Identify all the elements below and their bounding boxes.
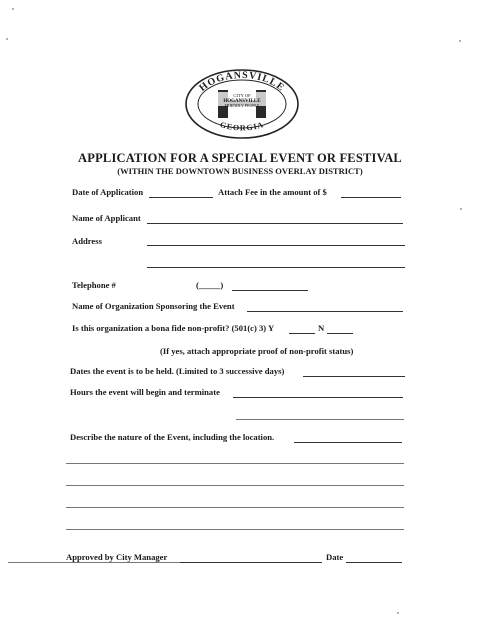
nonprofit-no-field[interactable] [327,333,353,334]
event-description-field-line-1[interactable] [294,442,402,443]
applicant-name-label: Name of Applicant [72,213,141,223]
event-dates-label: Dates the event is to be held. (Limited to 3 successive days) [70,366,285,376]
fee-amount-label: Attach Fee in the amount of $ [218,187,327,197]
approval-date-field[interactable] [346,562,402,563]
address-field-line-2[interactable] [147,267,405,268]
organization-field[interactable] [247,311,403,312]
svg-text:HOGANSVILLE [197,70,286,94]
event-hours-field-line-1[interactable] [233,397,403,398]
event-hours-field-line-2[interactable] [236,419,404,420]
seal-top-text: HOGANSVILLE [197,69,287,94]
date-of-application-label: Date of Application [72,187,144,197]
scan-speck [460,208,462,210]
address-label: Address [72,236,102,246]
event-description-field-line-2[interactable] [66,463,404,464]
scan-speck [6,38,8,40]
address-field-line-1[interactable] [147,245,405,246]
event-description-field-line-3[interactable] [66,485,404,486]
approval-date-label: Date [326,552,344,562]
event-description-field-line-4[interactable] [66,507,404,508]
seal-bottom-text: GEORGIA [218,119,266,133]
scan-speck [459,40,461,42]
form-title: APPLICATION FOR A SPECIAL EVENT OR FESTIVAL [78,151,402,165]
organization-label: Name of Organization Sponsoring the Event [72,301,235,311]
approved-by-label: Approved by City Manager [66,552,168,562]
seal-center-line-2: HOGANSVILLE [223,99,261,104]
svg-text:GEORGIA [219,120,265,132]
scan-speck [397,612,399,614]
nonprofit-question-label: Is this organization a bona fide non-profit? (501(c) 3) Y [72,323,275,333]
fee-amount-field[interactable] [341,197,401,198]
nonprofit-no-label: N [318,323,325,333]
event-description-field-line-5[interactable] [66,529,404,530]
event-description-label: Describe the nature of the Event, including the location. [70,432,275,442]
date-of-application-field[interactable] [149,197,213,198]
applicant-name-field[interactable] [147,223,403,224]
seal-center-line-1: CITY OF [233,93,251,98]
nonprofit-yes-field[interactable] [289,333,315,334]
approval-underline-left [8,562,180,563]
seal-center-line-3: FRIENDLY PEOPLE [224,103,260,108]
scan-speck [12,8,14,10]
nonprofit-note: (If yes, attach appropriate proof of non-profit status) [160,346,354,356]
form-subtitle: (WITHIN THE DOWNTOWN BUSINESS OVERLAY DISTRICT) [117,166,363,176]
city-manager-signature-field[interactable] [180,562,322,563]
event-hours-label: Hours the event will begin and terminate [70,387,220,397]
telephone-label: Telephone # [72,280,116,290]
telephone-area-code-field[interactable]: (_____) [196,280,224,290]
telephone-number-field[interactable] [232,290,308,291]
city-seal-logo [184,68,300,140]
event-dates-field[interactable] [303,376,405,377]
